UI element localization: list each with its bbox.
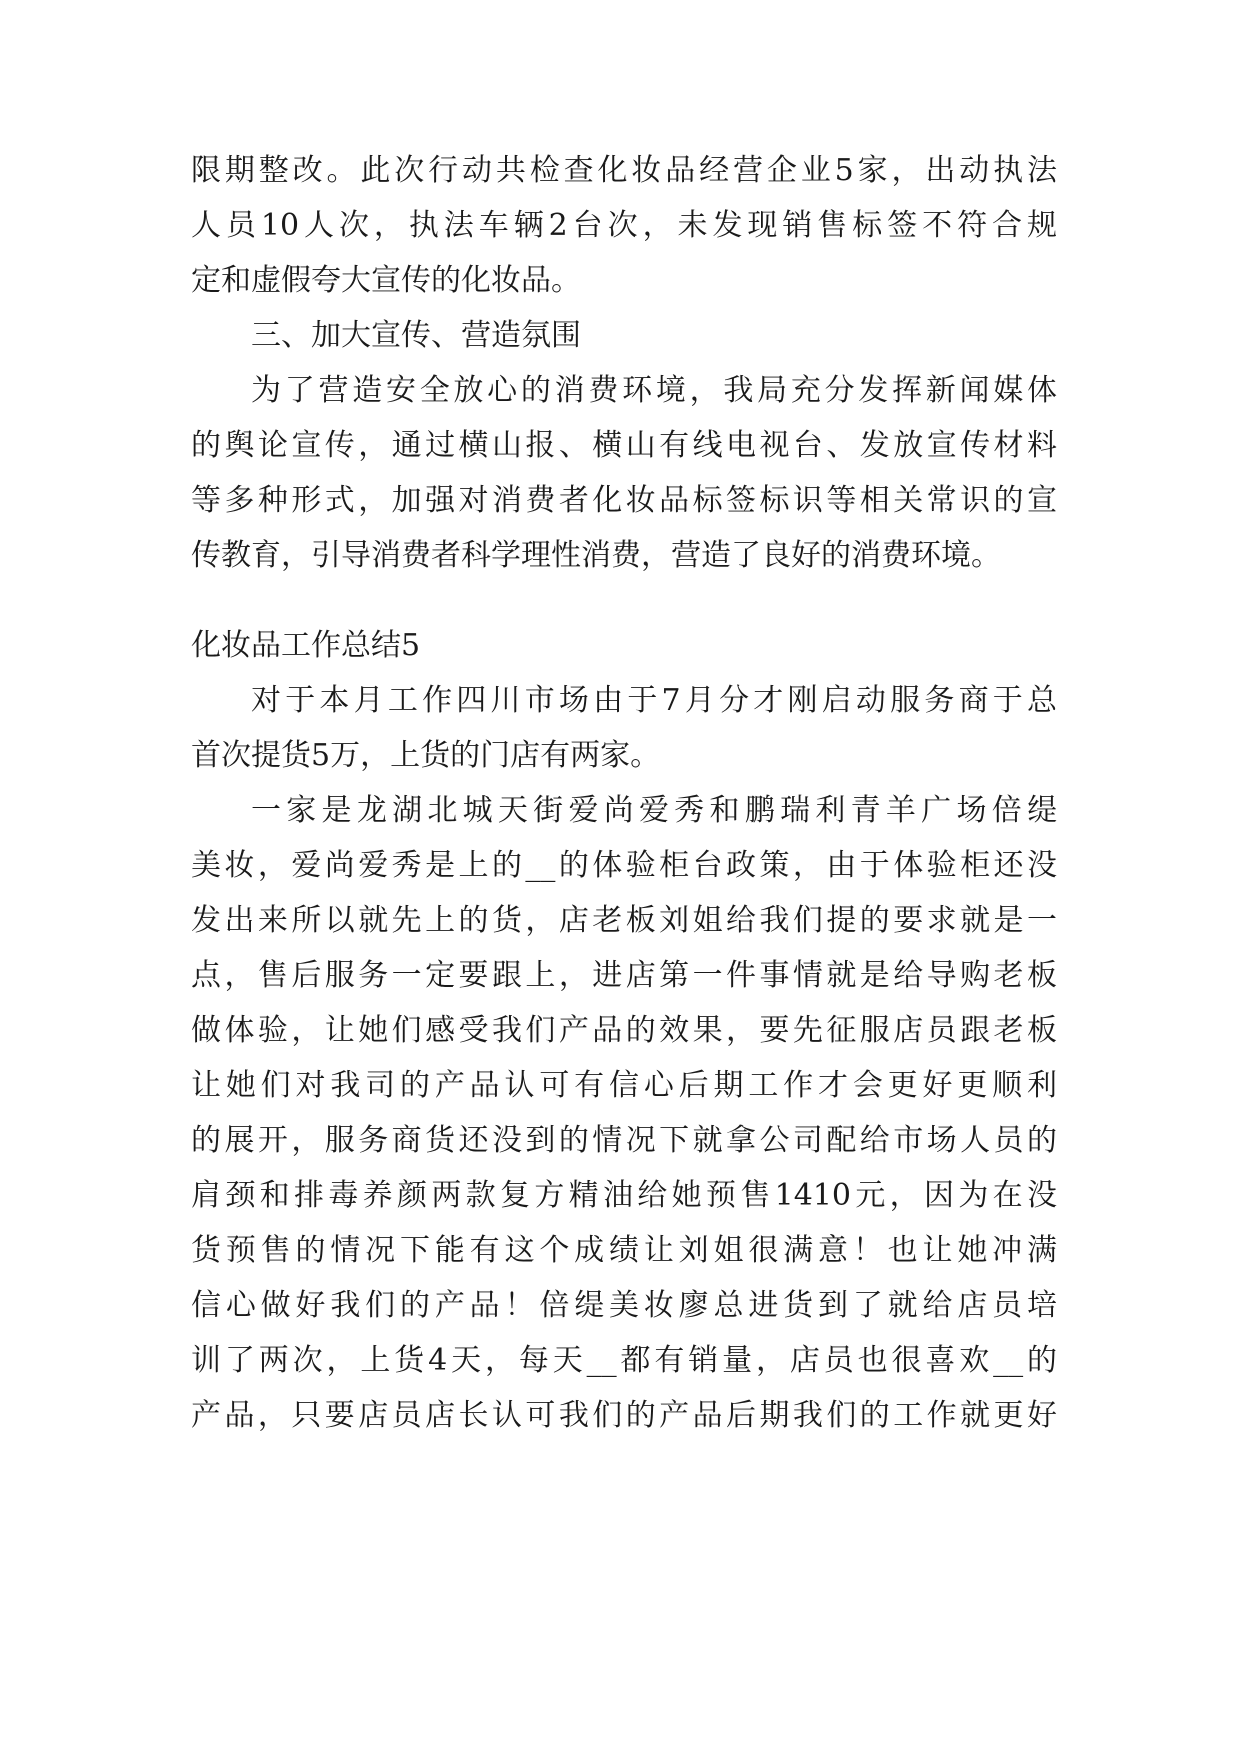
paragraph-line: 限期整改。此次行动共检查化妆品经营企业5家，出动执法 [191, 153, 1057, 188]
paragraph-line: 为了营造安全放心的消费环境，我局充分发挥新闻媒体 [251, 373, 1057, 408]
paragraph-line: 传教育，引导消费者科学理性消费，营造了良好的消费环境。 [191, 538, 1001, 573]
paragraph-line: 首次提货5万，上货的门店有两家。 [191, 738, 661, 773]
paragraph-line: 信心做好我们的产品！倍缇美妆廖总进货到了就给店员培 [191, 1288, 1057, 1323]
paragraph-line: 做体验，让她们感受我们产品的效果，要先征服店员跟老板 [191, 1013, 1057, 1048]
paragraph-line: 定和虚假夸大宣传的化妆品。 [191, 263, 581, 298]
paragraph-line: 点，售后服务一定要跟上，进店第一件事情就是给导购老板 [191, 958, 1057, 993]
paragraph-line: 等多种形式，加强对消费者化妆品标签标识等相关常识的宣 [191, 483, 1057, 518]
paragraph-line: 一家是龙湖北城天街爱尚爱秀和鹏瑞利青羊广场倍缇 [251, 793, 1057, 828]
paragraph-line: 美妆，爱尚爱秀是上的__的体验柜台政策，由于体验柜还没 [191, 848, 1057, 883]
paragraph-line: 产品，只要店员店长认可我们的产品后期我们的工作就更好 [191, 1398, 1057, 1433]
paragraph-line: 的展开，服务商货还没到的情况下就拿公司配给市场人员的 [191, 1123, 1057, 1158]
paragraph-line: 人员10人次，执法车辆2台次，未发现销售标签不符合规 [191, 208, 1057, 243]
paragraph-line: 的舆论宣传，通过横山报、横山有线电视台、发放宣传材料 [191, 428, 1057, 463]
section-title: 化妆品工作总结5 [191, 628, 421, 663]
section-subheading: 三、加大宣传、营造氛围 [251, 318, 581, 353]
paragraph-line: 让她们对我司的产品认可有信心后期工作才会更好更顺利 [191, 1068, 1057, 1103]
paragraph-line: 肩颈和排毒养颜两款复方精油给她预售1410元，因为在没 [191, 1178, 1057, 1213]
paragraph-line: 货预售的情况下能有这个成绩让刘姐很满意！也让她冲满 [191, 1233, 1057, 1268]
paragraph-line: 发出来所以就先上的货，店老板刘姐给我们提的要求就是一 [191, 903, 1057, 938]
paragraph-line: 对于本月工作四川市场由于7月分才刚启动服务商于总 [251, 683, 1057, 718]
paragraph-line: 训了两次，上货4天，每天__都有销量，店员也很喜欢__的 [191, 1343, 1057, 1378]
